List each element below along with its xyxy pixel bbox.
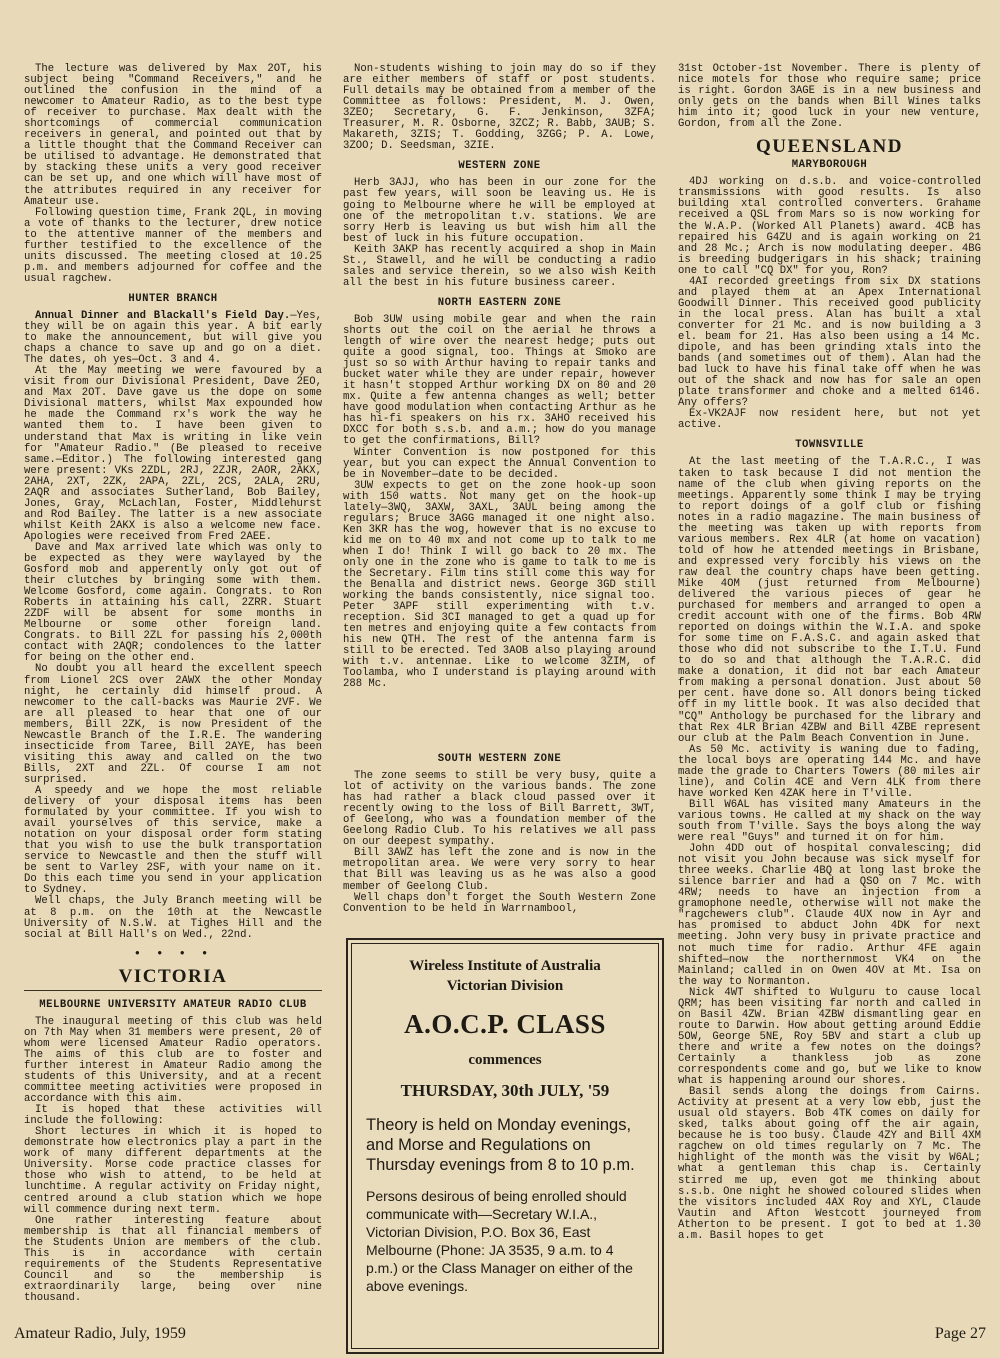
paragraph: Bill W6AL has visited many Amateurs in the various towns. He called at my shack on the way south from T'ville. Says the boys along the way were real "Guys" and turned it on for him. — [678, 798, 981, 845]
ad-schedule: Theory is held on Monday evenings, and Morse and Regulations on Thursday evenings from 8 to 10 p.m. — [366, 1116, 635, 1174]
ad-division: Victorian Division — [446, 978, 564, 994]
paragraph: One rather interesting feature about membership is that all financial members of the Students Union are members of the club. This is in accordance with certain requirements of the Students Representative Council and so the membership is extraordinarily large, being over nine thousand. — [24, 1214, 322, 1304]
section-heading-melbourne-university: MELBOURNE UNIVERSITY AMATEUR RADIO CLUB — [39, 998, 307, 1011]
column-left — [24, 64, 322, 1329]
paragraph: Ex-VK2AJF now resident here, but not yet active. — [678, 408, 981, 432]
paragraph: Dave and Max arrived late which was only to be expected as they were waylayed by the Gosford mob and apperently only got out of their clutches by bringing some with them. Welcome Gosford, come again. Congrats. to Ron Roberts in attaining his call, 2ZRR. Stuart 2ZDF will be absent for some months in Melbourne or some other foreign land. Congrats. to Bill 2ZL for passing his 2,000th contact with 2AQR; condolences to the latter for being on the other end. — [24, 541, 322, 665]
paragraph: Short lectures in which it is hoped to demonstrate how electronics play a part in the work of many different departments at the University. Morse code practice classes for those who wish to attend, to be held at lunchtime. A regular activity on Friday night, centred around a club station which we hope will commence during next term. — [24, 1126, 322, 1216]
paragraph: No doubt you all heard the excellent speech from Lionel 2CS over 2AWX the other Monday night, he certainly did himself proud. A newcomer to the call-backs was Maurie 2VF. We are all pleased to hear that one of our members, Bill 2ZK, is now President of the Newcastle Branch of the I.R.E. The wandering insecticide from Taree, Bill 2AYE, has been visiting this away and called on the two Bills, 2XT and 2ZL. Of course I am not surprised. — [24, 663, 322, 786]
section-separator: • • • • — [133, 946, 213, 961]
paragraph: 4DJ working on d.s.b. and voice-controlled transmissions with good results. Is also building xtal controlled converters. Grahame received a QSL from Mars so is now working for the W.A.P. (Worked All Planets) award. 4CB has repaired his G4ZU and is again working on 21 and 28 Mc.; Arch is now modulating deeper. 4BG is breeding budgerigars in his shack; training one to call "CQ DX" for you, Ron? — [678, 176, 981, 277]
divider — [24, 990, 322, 991]
paragraph: Bob 3UW using mobile gear and when the rain shorts out the coil on the aerial he throws a length of wire over the nearest hedge; puts out quite a good signal, too. Things at Smoko are just so so with Arthur having to repair tanks and bucket water while they are under repair, however it hasn't stopped Arthur working DX on 80 and 20 mx. Quite a few antenna changes as well; better have good modulation when contacting Arthur as he has hi-fi speakers on his rx. 3AHO received his DXCC for both s.s.b. and a.m.; how do you manage to get the confirmations, Bill? — [343, 313, 656, 448]
ad-title: A.O.C.P. CLASS — [404, 1009, 606, 1039]
paragraph: Herb 3AJJ, who has been in our zone for the past few years, will soon be leaving us. He is going to Melbourne where he will be employed at one of the metropolitan t.v. stations. We are sorry Herb is leaving us but wish him all the best of luck in his future occupation. — [343, 177, 656, 245]
paragraph-lead: Annual Dinner and Blackall's Field Day. — [35, 309, 291, 322]
paragraph — [24, 311, 322, 366]
section-heading-north-eastern-zone: NORTH EASTERN ZONE — [437, 296, 562, 309]
paragraph: It is hoped that these activities will include the following: — [24, 1104, 322, 1128]
paragraph: Basil sends along the doings from Cairns. Activity at present at a very low ebb, just the usual old stayers. Bob 4TK comes on daily for sked, talks about going off the air again, because he is too busy. Claude 4ZY and Bill 4XM ragchew on old times regularly on 7 Mc. The highlight of the month was the visit by W6AL; what a gentleman this chap is. Certainly stirred me up, even got me thinking about s.s.b. One night he showed coloured slides when the visitors included 4AX Roy and XYL, Claude Vautin and Afton Westcott journeyed from Atherton to be present. I got to bed at 1.30 a.m. Basil hopes to get — [678, 1086, 981, 1242]
section-heading-western-zone: WESTERN ZONE — [458, 160, 541, 173]
section-heading-maryborough: MARYBOROUGH — [791, 159, 868, 172]
paragraph: At the May meeting we were favoured by a visit from our Divisional President, Dave 2EO, and Max 2OT. Dave gave us the dope on some Divisional matters, whilst Max expounded how he made the Command rx's work the way he wanted them to. I have been given to understand that Max is writing in like vein for "Amateur Radio." (Be pleased to receive same.—Editor.) The following interested gang were present: VKs 2ZDL, 2RJ, 2ZJR, 2AOR, 2AKX, 2AHA, 2XT, 2ZK, 2APA, 2ZL, 2CS, 2ALA, 2RU, 2AQR and associates Sutherland, Bob Bailey, Jones, Gray, McLachlan, Foster, Middlehurst and Rod Bailey. The latter is a new associate whilst Keith 2AKX is also a welcome new face. Apologies were received from Fred 2AEE. — [24, 365, 322, 543]
paragraph: At the last meeting of the T.A.R.C., I was taken to task because I did not mention the name of the club when giving reports on the meetings. Apparently some think I may be trying to report doings of a golf club or fishing notes in a radio magazine. The main business of the meeting was taken up with reports from various members. Rex 4LR (at home on vacation) told of how he attended meetings in Brisbane, and expressed very forcibly his views on the raw deal the country chaps have been getting. Mike 4OM (just returned from Melbourne) delivered the various pieces of gear he purchased for members and arranged to open a credit account with one of the firms. Bob 4RW reported on doings within the W.I.A. and spoke for some time on F.A.S.C. and again asked that those who did not subscribe to the I.T.U. Fund to do so and that although the T.A.R.C. did make a donation, it did not bar each Amateur from making a personal donation. Just about 50 per cent. have done so. All donors being ticked off in my little book. It was also decided that "CQ" Anthology be purchased for the library and that Rex 4LR Brian 4ZBW and Bill 4ZBE represent our club at the Palm Beach Convention in June. — [678, 456, 981, 745]
section-heading-hunter-branch: HUNTER BRANCH — [128, 292, 218, 305]
paragraph: 31st October-1st November. There is plenty of nice motels for those who require same; price is right. Gordon 3AGE is in a new business and only gets on the bands when Bill Wines talks him into it; good luck in your new venture, Gordon, from all the Zone. — [678, 63, 981, 131]
paragraph: Well chaps don't forget the South Western Zone Convention to be held in Warrnambool, — [343, 891, 656, 915]
paragraph: John 4DD out of hospital convalescing; did not visit you John because was sick myself for three weeks. Charlie 4BQ at long last broke the silence barrier and had a QSO on 7 Mc. with 4RW; needs to have an injection from a gramophone needle, otherwise will not make the "ragchewers club". Claude 4UX now in Ayr and has promised to abduct John 4DK for next meeting. John very busy in private practice and not much time for radio. Arthur 4FE again shifted—now the northernmost VK4 on the Mainland; called in on Owen 4OV at Mt. Isa on the way to Normanton. — [678, 843, 981, 988]
section-heading-townsville: TOWNSVILLE — [795, 439, 864, 452]
paragraph: Nick 4WT shifted to Wulguru to cause local QRM; has been visiting far north and called in on Basil 4ZW. Brian 4ZBW dismantling gear en route to Darwin. How about getting around Eddie 5OW, George 5NE, Roy 5BV and start a club up there and write a few notes on the doings? Certainly a thankless job as zone correspondents come and go, but we like to know what is happening around our shores. — [678, 986, 981, 1088]
column-middle-lower — [343, 745, 656, 935]
ad-date: THURSDAY, 30th JULY, '59 — [400, 1081, 610, 1100]
section-heading-south-western-zone: SOUTH WESTERN ZONE — [437, 753, 562, 765]
paragraph: Keith 3AKP has recently acquired a shop in Main St., Stawell, and he will be conducting a radio sales and service therein, so we also wish Keith all the best in his future business career. — [343, 243, 656, 289]
ad-commences: commences — [468, 1052, 542, 1068]
column-right — [678, 64, 981, 1329]
paragraph: As 50 Mc. activity is waning due to fading, the local boys are operating 144 Mc. and have made the grade to Charters Towers (80 miles air line), and Colin 4CE and Vern 4LK from there have worked Ken 4ZAK here in T'ville. — [678, 743, 981, 800]
paragraph: Winter Convention is now postponed for this year, but you can expect the Annual Convention to be in November—date to be decided. — [343, 446, 656, 481]
column-middle — [343, 63, 656, 691]
ad-contact: Persons desirous of being enrolled should communicate with—Secretary W.I.A., Victorian Division, P.O. Box 36, East Melbourne (Phone: JA 3535, 9 a.m. to 4 p.m.) or the Class Manager on either of the above evenings. — [366, 1188, 633, 1294]
paragraph: Bill 3AWZ has left the zone and is now in the metropolitan area. We were very sorry to hear that Bill was leaving us as he was also a good member of Geelong Club. — [343, 847, 656, 893]
footer-publication: Amateur Radio, July, 1959 — [14, 1325, 186, 1342]
paragraph: 3UW expects to get on the zone hook-up soon with 150 watts. Not many get on the hook-up lately—3WQ, 3AXW, 3AXL, 3AUL being among the regulars; Bruce 3AGG managed it one night also. Ken 3KR has the wog, however that is no excuse to kid me on to 40 mx and not come up to talk to me when I do! Think I will go back to 20 mx. The only one in the zone who is game to talk to me is the Secretary. Film tins still come this way for the Benalla and district news. George 3GD still working the bands consistently, nice signal too. Peter 3APF still experimenting with t.v. reception. Sid 3CI managed to get a quad up for ten metres and enjoying quite a few contacts from his new QTH. The rest of the antenna farm is still to be erected. Ted 3AOB also playing around with t.v. antennae. Like to welcome 3ZIM, of Toolamba, who I understand is playing around with 288 Mc. — [343, 479, 656, 691]
footer-page-number: Page 27 — [934, 1325, 986, 1342]
ad-inner-border — [351, 943, 659, 1349]
paragraph-text: —Yes, they will be on again this year. A bit early to make the announcement, but will give you chaps a chance to save up and go on a diet. The dates, oh yes—Oct. 3 and 4. — [24, 309, 322, 367]
ad-organisation: Wireless Institute of Australia — [409, 958, 601, 974]
paragraph: The zone seems to still be very busy, quite a lot of activity on the various bands. The zone has had rather a black cloud passed over it recently owing to the loss of Bill Barrett, 3WT, of Geelong, who was a foundation member of the Geelong Radio Club. To his relatives we all pass on our deepest sympathy. — [343, 770, 656, 849]
paragraph: Non-students wishing to join may do so if they are either members of staff or post students. Full details may be obtained from a member of the Committee as follows: President, M. J. Owen, 3ZEO; Secretary, G. F. Jenkinson, 3ZFA; Treasurer, M. R. Osborne, 3ZCZ; R. Babb, 3AUB; S. Makareth, 3ZIS; T. Godding, 3ZGG; P. A. Lowe, 3ZOO; D. Seedsman, 3ZIE. — [343, 63, 656, 153]
paragraph: 4AI recorded greetings from six DX stations and played them at an Apex International Goodwill Dinner. This received good publicity in the local press. Alan has built a xtal converter for 21 Mc. and is now building a 3 el. beam for 21. Has also been using a 14 Mc. dipole, and has been grinding xtals into the bands (and sometimes out of them). Alan had the bad luck to have his final take off when he was out of the shack and now has for sale an open plate transformer and choke and a melted 6146. Any offers? — [678, 275, 981, 410]
paragraph: The lecture was delivered by Max 2OT, his subject being "Command Receivers," and he outlined the confusion in the mind of a newcomer to Amateur Radio, as to the best type of receiver to purchase. Max dealt with the shortcomings of commercial communication receivers in general, and pointed out that by a little thought that the Command Receiver can be utilised to advantage. He demonstrated that by stacking these units a very good receiver can be set up, and one which will have most of the attributes required in any receiver for Amateur use. — [24, 63, 322, 208]
paragraph: The inaugural meeting of this club was held on 7th May when 31 members were present, 20 of whom were licensed Amateur Radio operators. The aims of this club are to foster and further interest in Amateur Radio among the students of this University, and at a recent committee meeting activities were proposed in accordance with this aim. — [24, 1015, 322, 1106]
paragraph: A speedy and we hope the most reliable delivery of your disposal items has been formulated by your committee. If you wish to avail yourselves of this service, make a notation on your disposal order form stating that you wish to use the bulk transportation service to Newcastle and then the stuff will be sent to Varley 2SF, with your name on it. Do this each time you send in your application to Sydney. — [24, 785, 322, 897]
aocp-class-advertisement — [346, 938, 664, 1354]
state-heading-victoria: VICTORIA — [118, 965, 228, 987]
paragraph: Well chaps, the July Branch meeting will be at 8 p.m. on the 10th at the Newcastle University of N.S.W. at Tighes Hill and the social at Bill Hall's on Wed., 22nd. — [24, 895, 322, 941]
paragraph: Following question time, Frank 2QL, in moving a vote of thanks to the lecturer, drew notice to the attentive manner of the members and further testified to the excellence of the units discussed. The meeting closed at 10.25 p.m. and members adjourned for coffee and the usual ragchew. — [24, 206, 322, 285]
state-heading-queensland: QUEENSLAND — [756, 136, 903, 158]
